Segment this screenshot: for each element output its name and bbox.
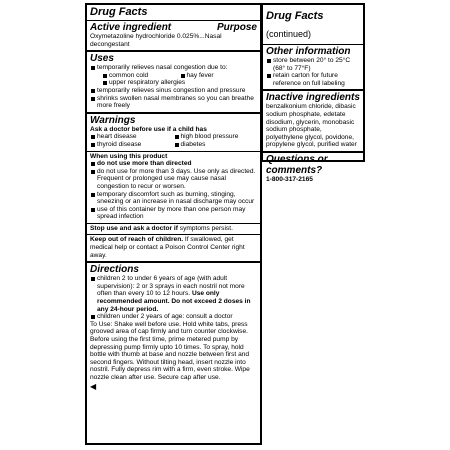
inactive-ingredients-heading: Inactive ingredients xyxy=(266,92,360,104)
inactive-ingredients-text: benzalkonium chloride, dibasic sodium phosphate, edetate disodium, glycerin, monobasic sodium phosphate, polyethylene glycol, povidone, propylene glycol, purified water xyxy=(266,103,357,149)
conditions-grid xyxy=(90,141,257,149)
continue-arrow-icon: ◀ xyxy=(90,381,97,391)
warnings-section xyxy=(87,114,260,152)
condition-item: thyroid disease xyxy=(90,141,174,149)
when-using-heading: When using this product xyxy=(90,152,168,160)
directions-item xyxy=(90,275,257,313)
drug-facts-title: Drug Facts xyxy=(90,6,148,18)
continued-header xyxy=(263,5,363,45)
other-information-item: retain carton for future reference on full labeling xyxy=(266,72,360,87)
other-information-heading: Other information xyxy=(266,46,351,57)
when-using-item: do not use for more than 3 days. Use only as directed. Frequent or prolonged use may cause nasal congestion to recur or worsen. xyxy=(90,168,257,191)
when-using-item: do not use more than directed xyxy=(90,160,257,168)
stop-use-text: symptoms persist. xyxy=(177,224,233,232)
condition-item: high blood pressure xyxy=(174,133,258,141)
uses-subitem: hay fever xyxy=(180,72,258,80)
warnings-heading: Warnings xyxy=(90,114,136,126)
uses-subitem: common cold xyxy=(102,72,180,80)
active-ingredient-section xyxy=(87,21,260,52)
purpose-heading: Purpose xyxy=(216,22,257,33)
inactive-ingredients-section xyxy=(263,91,363,153)
continued-suffix: (continued) xyxy=(266,29,312,39)
uses-item: temporarily relieves nasal congestion due to: xyxy=(90,64,257,72)
uses-subitems xyxy=(90,72,257,80)
questions-heading: Questions or comments? xyxy=(266,153,328,176)
directions-item: children under 2 years of age: consult a doctor xyxy=(90,313,257,321)
active-ingredient-line: Oxymetazoline hydrochloride 0.025%...Nasal decongestant xyxy=(90,33,222,48)
questions-section xyxy=(263,153,363,186)
continued-title: Drug Facts xyxy=(266,10,324,22)
condition-item: diabetes xyxy=(174,141,258,149)
other-information-section xyxy=(263,45,363,91)
when-using-item: use of this container by more than one person may spread infection xyxy=(90,206,257,221)
stop-use-section xyxy=(87,224,260,236)
uses-heading: Uses xyxy=(90,53,114,65)
drug-facts-header xyxy=(87,5,260,21)
keep-out-text: If swallowed, get medical help or contact a Poison Control Center right away. xyxy=(90,236,245,259)
drug-facts-panel xyxy=(85,3,262,445)
ask-doctor-heading: Ask a doctor before use if a child has xyxy=(90,125,207,133)
active-ingredient-heading: Active ingredient xyxy=(90,22,172,33)
uses-item: temporarily relieves sinus congestion and pressure xyxy=(90,87,257,95)
other-information-item: store between 20° to 25°C (68° to 77°F) xyxy=(266,57,360,72)
when-using-item: temporary discomfort such as burning, stinging, sneezing or an increase in nasal discharge may occur xyxy=(90,191,257,206)
directions-body: To Use: Shake well before use. Hold white tabs, press grooved area of cap firmly and turn counter clockwise. Before using the first time, prime metered pump by depressing pump firmly upto 10 times. To spray, hold bottle with thumb at base and nozzle between first and second fingers. Without tilting head, insert nozzle into nostril. Fully depress rim with a firm, even stroke. Wipe nozzle clean after use. Secure cap after use. xyxy=(90,320,250,381)
uses-item: shrinks swollen nasal membranes so you can breathe more freely xyxy=(90,95,257,110)
directions-heading: Directions xyxy=(90,264,139,276)
phone-number: 1-800-317-2165 xyxy=(266,175,313,183)
when-using-section xyxy=(87,152,260,224)
uses-subitem: upper respiratory allergies xyxy=(102,79,257,87)
drug-facts-continued-panel xyxy=(261,3,365,183)
condition-item: heart disease xyxy=(90,133,174,141)
keep-out-bold: Keep out of reach of children. xyxy=(90,236,184,244)
stop-use-bold: Stop use and ask a doctor if xyxy=(90,224,178,232)
directions-item-bold: Use only recommended amount. Do not exceed 2 doses in any 24-hour period. xyxy=(97,290,251,313)
conditions-grid xyxy=(90,133,257,141)
keep-out-section xyxy=(87,235,260,263)
directions-section xyxy=(87,263,260,393)
uses-section xyxy=(87,52,260,114)
directions-item-text: children 2 to under 6 years of age (with adult supervision): 2 or 3 sprays in each nostril not more often than every 10 to 12 hours. xyxy=(97,275,245,298)
